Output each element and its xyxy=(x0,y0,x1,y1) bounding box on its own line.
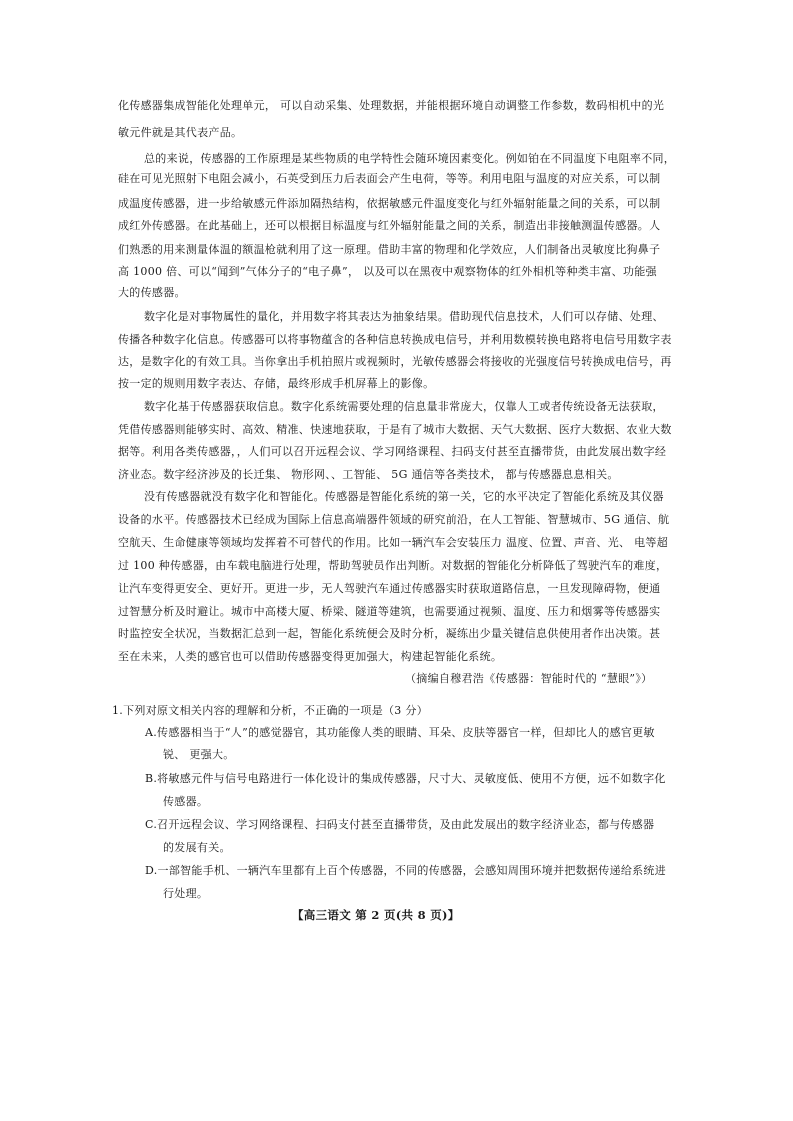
option-d-cont: 行处理。 xyxy=(163,887,209,900)
paragraph-line: 们熟悉的用来测量体温的额温枪就利用了这一原理。借助丰富的物理和化学效应，人们制备出灵敏度比狗鼻子 xyxy=(118,243,661,256)
paragraph-line: 没有传感器就没有数字化和智能化。传感器是智能化系统的第一关，它的水平决定了智能化系统及其仪器 xyxy=(144,490,664,503)
question-stem: 1.下列对原文相关内容的理解和分析，不正确的一项是（3 分） xyxy=(112,704,428,717)
paragraph-line: 设备的水平。传感器技术已经成为国际上信息高端器件领域的研究前沿，在人工智能、智慧城市、5G 通信、航 xyxy=(118,513,670,526)
page-footer: 【高三语文 第 2 页(共 8 页)】 xyxy=(292,908,460,922)
paragraph-line: 济业态。数字经济涉及的长迁集、 物形网、、工智能、 5G 通信等各类技术， 都与传感器息息相关。 xyxy=(118,468,619,481)
option-a: A.传感器相当于“人”的感觉器官，其功能像人类的眼睛、耳朵、皮肤等器官一样，但却比人的感官更敏 xyxy=(145,726,655,739)
paragraph-line: 高 1000 倍、可以“闻到”气体分子的“电子鼻”， 以及可以在黑夜中观察物体的红外相机等种类丰富、功能强 xyxy=(118,265,657,278)
paragraph-line: 按一定的规则用数字表达、存储，最终形成手机屏幕上的影像。 xyxy=(118,377,435,390)
paragraph-line: 空航天、生命健康等领域均发挥着不可替代的作用。比如一辆汽车会安装压力 温度、位置、声音、光、 电等超 xyxy=(118,536,668,549)
paragraph-line: 数字化是对事物属性的量化，并用数字将其表达为抽象结果。借助现代信息技术，人们可以存储、处理、 xyxy=(144,310,664,323)
paragraph-line: 敏元件就是其代表产品。 xyxy=(118,126,243,139)
paragraph-line: 化传感器集成智能化处理单元， 可以自动采集、处理数据，并能根据环境自动调整工作参数，数码相机中的光 xyxy=(118,99,665,112)
paragraph-line: 成温度传感器，进一步给敏感元件添加隔热结构，依据敏感元件温度变化与红外辐射能量之间的关系，可以制 xyxy=(118,197,661,210)
paragraph-line: 成红外传感器。在此基础上，还可以根据目标温度与红外辐射能量之间的关系，制造出非接触测温传感器。人 xyxy=(118,219,661,232)
paragraph-line: 过智慧分析及时避让。城市中高楼大厦、桥梁、隧道等建筑，也需要通过视频、温度、压力和烟雾等传感器实 xyxy=(118,605,661,618)
paragraph-line: 传播各种数字化信息。传感器可以将事物蕴含的各种信息转换成电信号，并利用数模转换电路将电信号用数字表 xyxy=(118,333,672,346)
option-b: B.将敏感元件与信号电路进行一体化设计的集成传感器，尺寸大、灵敏度低、使用不方便，远不如数字化 xyxy=(145,772,666,785)
source-attribution: （摘编自穆君浩《传感器：智能时代的 “慧眼”》） xyxy=(405,672,653,685)
paragraph-line: 大的传感器。 xyxy=(118,286,186,299)
paragraph-line: 硅在可见光照射下电阻会减小，石英受到压力后表面会产生电荷，等等。利用电阻与温度的对应关系，可以制 xyxy=(118,172,661,185)
paragraph-line: 凭借传感器则能够实时、高效、精准、快速地获取，于是有了城市大数据、天气大数据、医疗大数据、农业大数 xyxy=(118,423,672,436)
option-b-cont: 传感器。 xyxy=(163,795,209,808)
paragraph-line: 数字化基于传感器获取信息。数字化系统需要处理的信息量非常庞大，仅靠人工或者传统设备无法获取， xyxy=(144,400,664,413)
paragraph-line: 时监控安全状况，当数据汇总到一起，智能化系统便会及时分析，凝练出少量关键信息供使用者作出决策。甚 xyxy=(118,627,661,640)
option-d: D.一部智能手机、一辆汽车里都有上百个传感器，不同的传感器，会感知周围环境并把数据传递给系统进 xyxy=(145,864,667,877)
option-c: C.召开远程会议、学习网络课程、扫码支付甚至直播带货，及由此发展出的数字经济业态，都与传感器 xyxy=(145,818,655,831)
paragraph-line: 达，是数字化的有效工具。当你拿出手机拍照片或视频时，光敏传感器会将接收的光强度信号转换成电信号，再 xyxy=(118,355,672,368)
option-c-cont: 的发展有关。 xyxy=(163,841,231,854)
paragraph-line: 据等。利用各类传感器，，人们可以召开远程会议、学习网络课程、扫码支付甚至直播带货，由此发展出数字经 xyxy=(118,445,667,458)
paragraph-line: 总的来说，传感器的工作原理是某些物质的电学特性会随环境因素变化。例如铂在不同温度下电阻率不同， xyxy=(144,152,676,165)
paragraph-line: 至在未来，人类的感官也可以借助传感器变得更加强大，构建起智能化系统。 xyxy=(118,650,503,663)
paragraph-line: 过 100 种传感器，由车载电脑进行处理，帮助驾驶员作出判断。对数据的智能化分析降低了驾驶汽车的难度， xyxy=(118,559,668,572)
option-a-cont: 锐、 更强大。 xyxy=(163,748,235,761)
paragraph-line: 让汽车变得更安全、更好开。更进一步，无人驾驶汽车通过传感器实时获取道路信息，一旦发现障碍物，便通 xyxy=(118,582,661,595)
